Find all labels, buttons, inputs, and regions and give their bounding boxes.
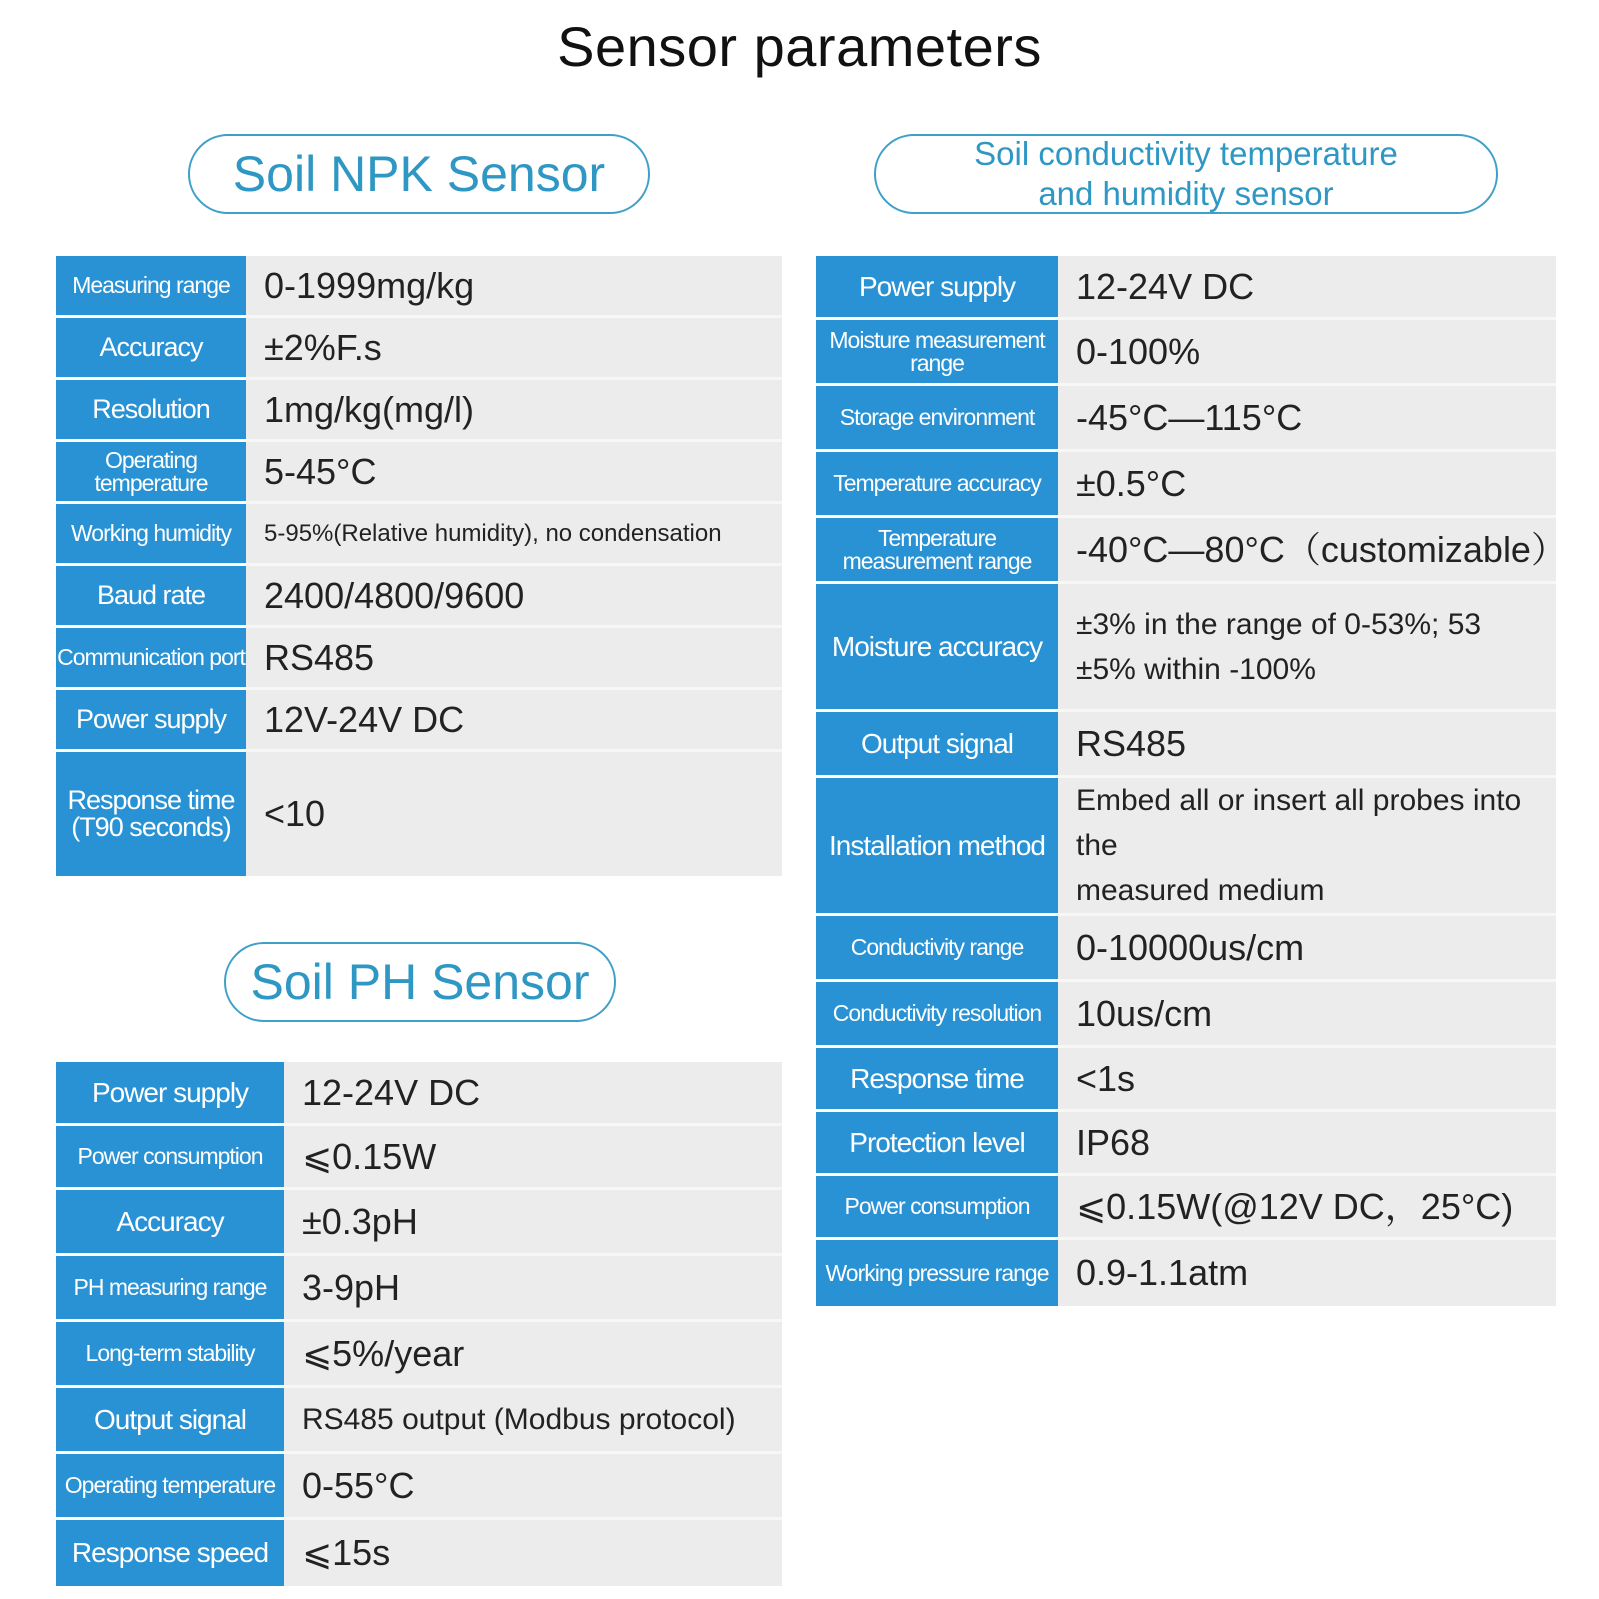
spec-label: Storage environment [816,386,1058,452]
spec-label: Output signal [56,1388,284,1454]
spec-value-line: Embed all or insert all probes into the [1076,784,1522,862]
table-row [816,1240,1556,1306]
spec-value: IP68 [1058,1112,1556,1176]
table-row [56,1322,782,1388]
conductivity-spec-table [816,256,1567,1306]
spec-value: 1mg/kg(mg/l) [246,380,782,442]
spec-value: <10 [246,752,782,876]
table-row [816,916,1556,982]
spec-label: Moisture measurement range [816,320,1058,386]
spec-value: -40°C—80°C（customizable） [1058,518,1556,584]
spec-label: Accuracy [56,1190,284,1256]
spec-label: Power consumption [816,1176,1058,1240]
table-row [816,1112,1556,1176]
page-title: Sensor parameters [557,15,1042,78]
table-row [56,1256,782,1322]
conductivity-heading-line2: and humidity sensor [1038,175,1334,212]
spec-value: 0-100% [1058,320,1556,386]
spec-value: 5-95%(Relative humidity), no condensation [246,504,782,566]
table-row [56,256,782,318]
conductivity-heading-line1: Soil conductivity temperature [974,135,1398,172]
spec-value: 12-24V DC [1058,256,1556,320]
spec-value: 3-9pH [284,1256,782,1322]
table-row [56,1454,782,1520]
spec-value: 12-24V DC [284,1062,782,1126]
table-row [816,320,1556,386]
spec-value [1058,778,1556,916]
spec-label: Power consumption [56,1126,284,1190]
spec-label: Power supply [816,256,1058,320]
table-row [816,256,1556,320]
spec-value: RS485 output (Modbus protocol) [284,1388,782,1454]
spec-value-line: measured medium [1076,874,1325,907]
spec-label: Temperature accuracy [816,452,1058,518]
spec-label: Operating temperature [56,442,246,504]
spec-label: Long-term stability [56,1322,284,1388]
spec-label: Conductivity resolution [816,982,1058,1048]
spec-value: ⩽5%/year [284,1322,782,1388]
table-row [816,712,1556,778]
spec-label: Baud rate [56,566,246,628]
table-row [56,504,782,566]
spec-value: ±0.3pH [284,1190,782,1256]
spec-value-line: ±3% in the range of 0-53%; 53 [1076,607,1482,641]
spec-label: Measuring range [56,256,246,318]
spec-label: Working pressure range [816,1240,1058,1306]
table-row [816,452,1556,518]
spec-value: RS485 [1058,712,1556,778]
table-row [56,442,782,504]
spec-value: 2400/4800/9600 [246,566,782,628]
spec-value: -45°C—115°C [1058,386,1556,452]
npk-sensor-heading: Soil NPK Sensor [188,134,650,214]
spec-label: Operating temperature [56,1454,284,1520]
spec-value: ±2%F.s [246,318,782,380]
spec-value: 12V-24V DC [246,690,782,752]
spec-label: Installation method [816,778,1058,916]
spec-label: Conductivity range [816,916,1058,982]
spec-value: RS485 [246,628,782,690]
table-row [56,1190,782,1256]
spec-value [1058,584,1556,712]
table-row [816,584,1556,712]
spec-label: Response speed [56,1520,284,1586]
table-row [816,982,1556,1048]
table-row [56,380,782,442]
spec-label: Power supply [56,1062,284,1126]
spec-value: 0.9-1.1atm [1058,1240,1556,1306]
npk-spec-table [56,256,782,876]
spec-value: 0-1999mg/kg [246,256,782,318]
table-row [56,1388,782,1454]
spec-value: ⩽0.15W(@12V DC，25°C) [1058,1176,1556,1240]
spec-value: 10us/cm [1058,982,1556,1048]
spec-label: Response time (T90 seconds) [56,752,246,876]
spec-label: Accuracy [56,318,246,380]
table-row [56,1062,782,1126]
table-row [816,518,1556,584]
spec-label: Working humidity [56,504,246,566]
conductivity-sensor-heading [874,134,1498,214]
table-row [56,752,782,876]
table-row [816,1176,1556,1240]
spec-label: Response time [816,1048,1058,1112]
spec-value: <1s [1058,1048,1556,1112]
spec-value: ±0.5°C [1058,452,1556,518]
table-row [56,1126,782,1190]
spec-label: Communication port [56,628,246,690]
spec-label: PH measuring range [56,1256,284,1322]
table-row [56,628,782,690]
spec-value: ⩽15s [284,1520,782,1586]
spec-label: Resolution [56,380,246,442]
spec-value: 0-10000us/cm [1058,916,1556,982]
spec-value: 0-55°C [284,1454,782,1520]
spec-value: ⩽0.15W [284,1126,782,1190]
spec-value-line: ±5% within -100% [1076,652,1316,686]
spec-label: Moisture accuracy [816,584,1058,712]
ph-spec-table [56,1062,782,1586]
table-row [816,778,1556,916]
spec-label: Output signal [816,712,1058,778]
table-row [56,690,782,752]
table-row [816,1048,1556,1112]
spec-value: 5-45°C [246,442,782,504]
spec-label: Protection level [816,1112,1058,1176]
table-row [816,386,1556,452]
table-row [56,1520,782,1586]
table-row [56,566,782,628]
spec-label: Power supply [56,690,246,752]
table-row [56,318,782,380]
ph-sensor-heading: Soil PH Sensor [224,942,616,1022]
spec-label: Temperature measurement range [816,518,1058,584]
